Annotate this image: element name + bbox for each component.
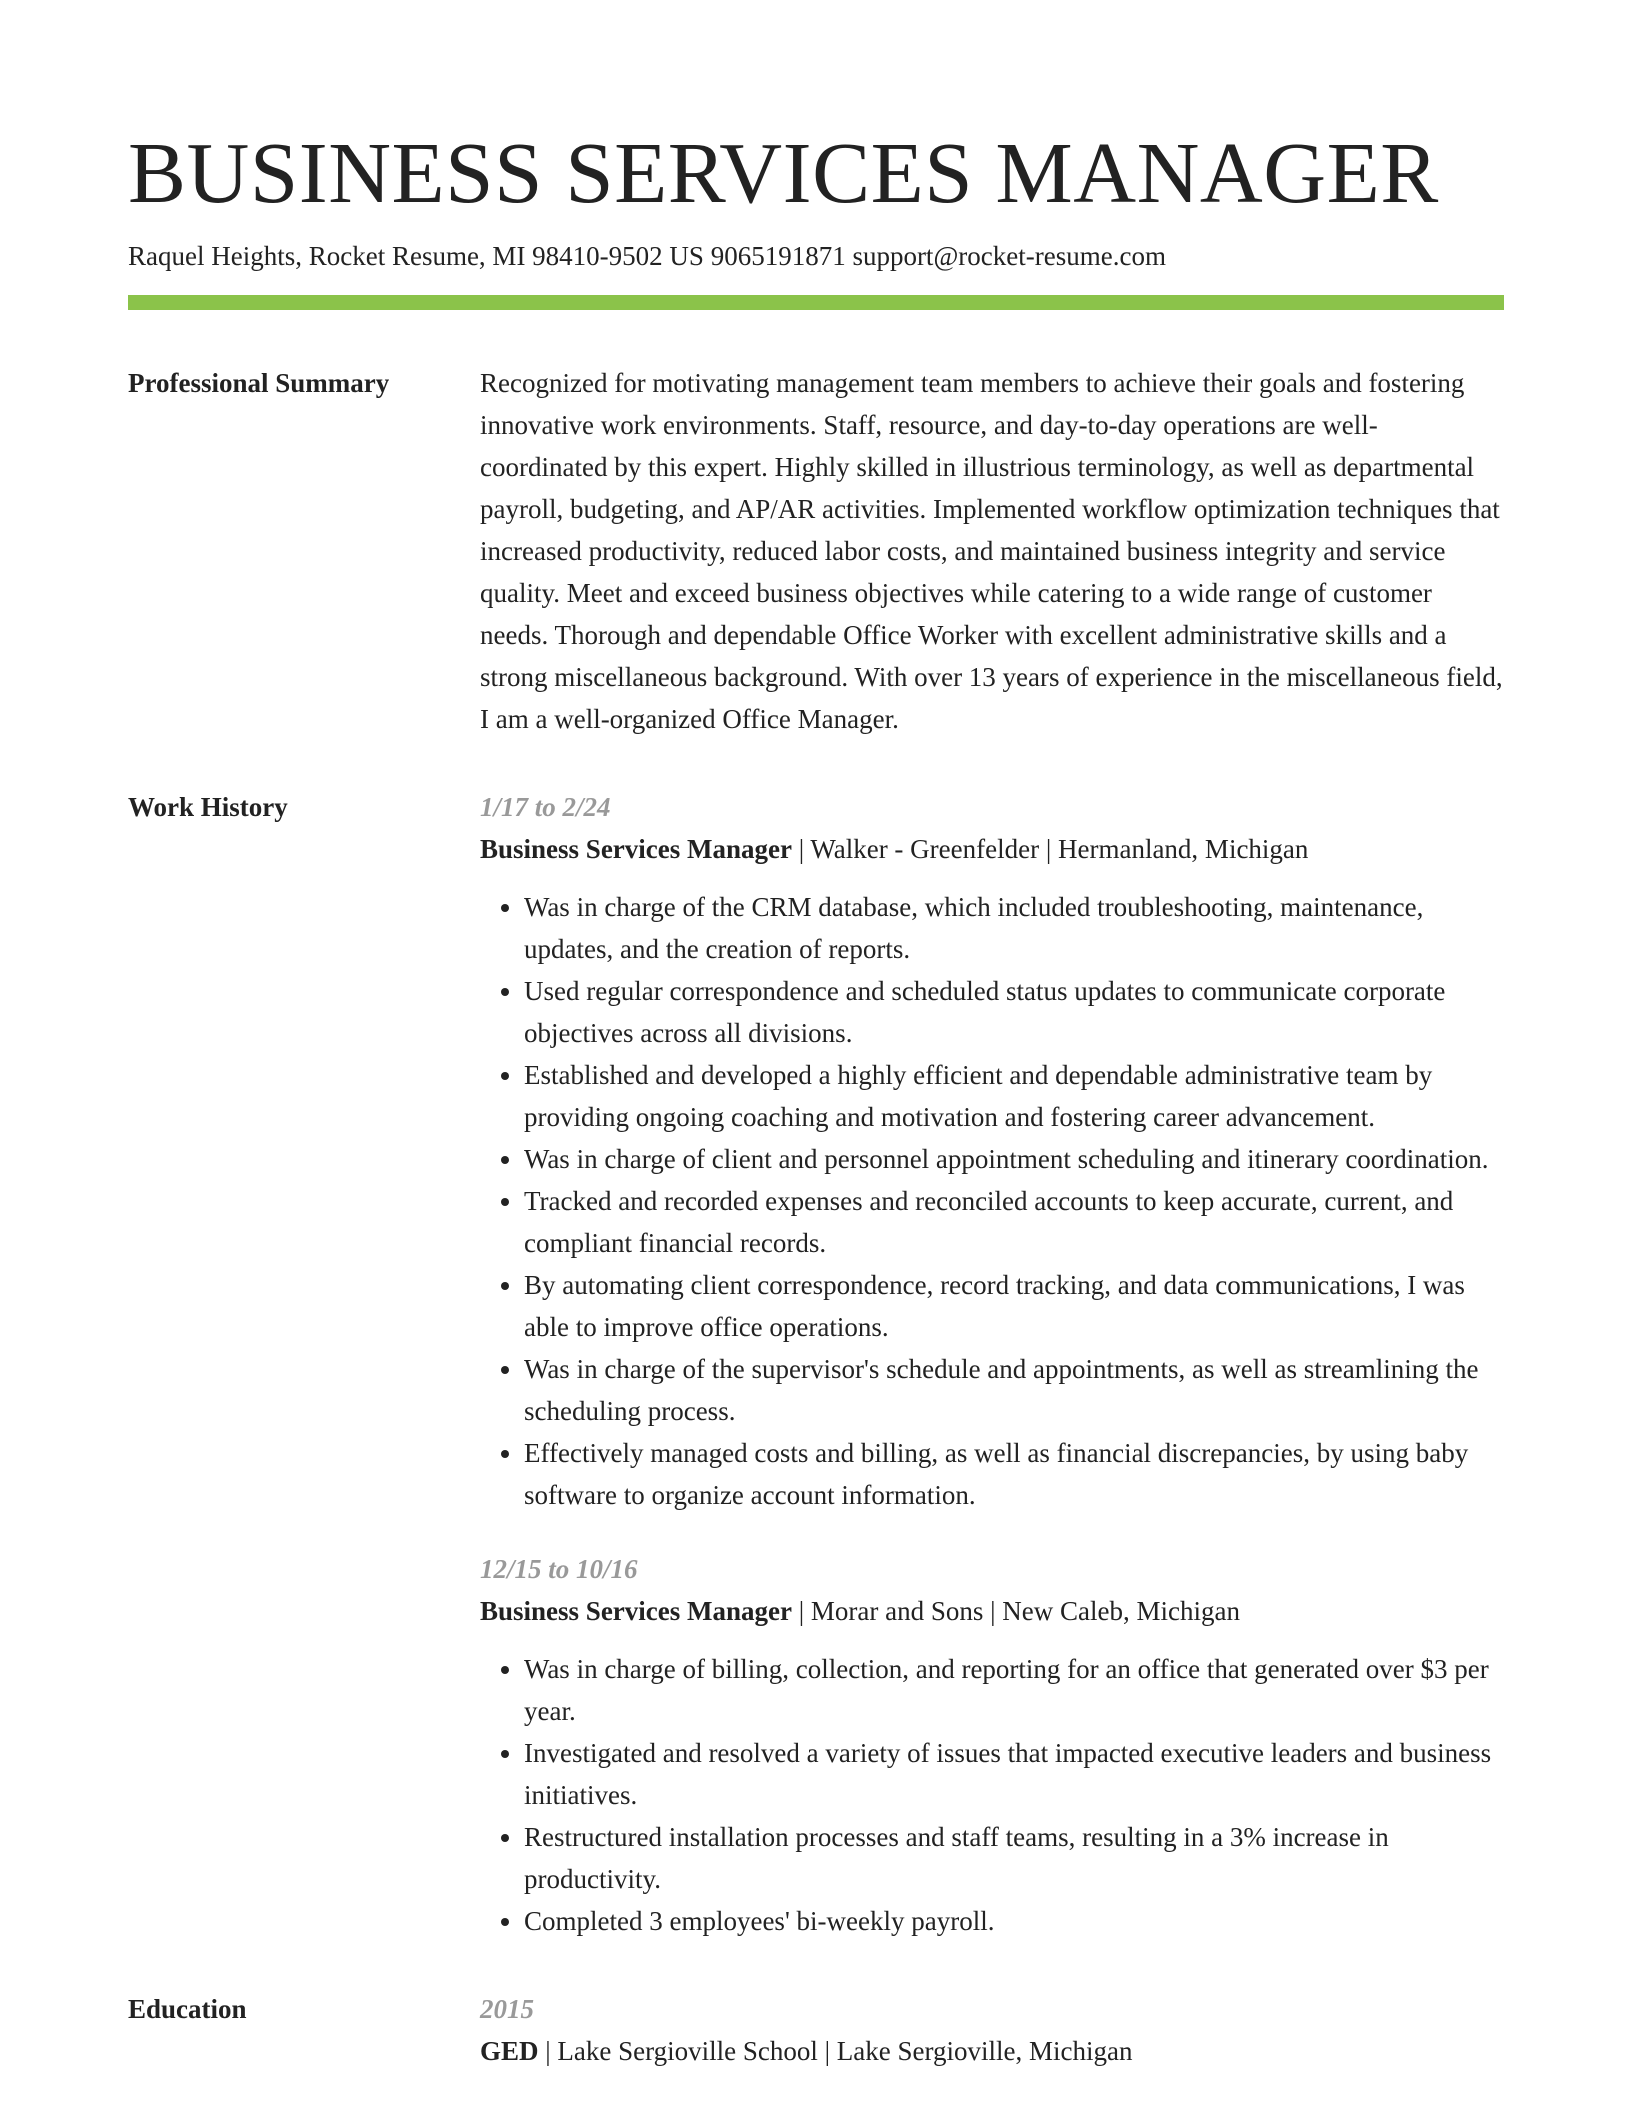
job-role: Business Services Manager <box>480 834 792 864</box>
list-item: • Completed 3 employees' bi-weekly payroll. <box>524 1900 1504 1942</box>
job-dates: 12/15 to 10/16 <box>480 1554 638 1584</box>
job-details: | Walker - Greenfelder | Hermanland, Michigan <box>791 834 1309 864</box>
list-item: • Was in charge of billing, collection, and reporting for an office that generated over $3 per year. <box>524 1648 1504 1732</box>
section-label-work-history: Work History <box>128 792 288 822</box>
education-line <box>480 2030 1504 2072</box>
education-degree: GED <box>480 2036 539 2066</box>
list-item: • Restructured installation processes and staff teams, resulting in a 3% increase in productivity. <box>524 1816 1504 1900</box>
job-entry <box>480 786 1504 1516</box>
job-entry <box>480 1548 1504 1942</box>
education-body <box>480 1988 1504 2072</box>
accent-divider <box>128 295 1504 310</box>
resume-title: BUSINESS SERVICES MANAGER <box>128 124 1439 221</box>
list-item: • Effectively managed costs and billing, as well as financial discrepancies, by using baby software to organize account information. <box>524 1432 1504 1516</box>
job-details: | Morar and Sons | New Caleb, Michigan <box>791 1596 1240 1626</box>
list-item: • Investigated and resolved a variety of issues that impacted executive leaders and business initiatives. <box>524 1732 1504 1816</box>
education-section <box>128 1988 1504 2072</box>
resume-page <box>128 118 1504 2072</box>
work-history-section <box>128 786 1504 1942</box>
education-details: | Lake Sergioville School | Lake Sergioville, Michigan <box>538 2036 1133 2066</box>
professional-summary-section <box>128 362 1504 740</box>
list-item: • Used regular correspondence and scheduled status updates to communicate corporate objectives across all divisions. <box>524 970 1504 1054</box>
section-label-professional-summary: Professional Summary <box>128 368 390 398</box>
list-item: • Tracked and recorded expenses and reconciled accounts to keep accurate, current, and compliant financial records. <box>524 1180 1504 1264</box>
summary-body <box>480 362 1504 740</box>
education-dates: 2015 <box>480 1994 534 2024</box>
list-item: • Was in charge of the supervisor's schedule and appointments, as well as streamlining the scheduling process. <box>524 1348 1504 1432</box>
job-bullet-list <box>480 1648 1504 1942</box>
work-history-body <box>480 786 1504 1942</box>
list-item: • Was in charge of client and personnel appointment scheduling and itinerary coordination. <box>524 1138 1504 1180</box>
contact-info: Raquel Heights, Rocket Resume, MI 98410-9502 US 9065191871 support@rocket-resume.com <box>128 241 1166 271</box>
list-item: • By automating client correspondence, record tracking, and data communications, I was able to improve office operations. <box>524 1264 1504 1348</box>
section-label-education: Education <box>128 1994 247 2024</box>
list-item: • Established and developed a highly efficient and dependable administrative team by providing ongoing coaching and motivation and fostering career advancement. <box>524 1054 1504 1138</box>
summary-text: Recognized for motivating management team members to achieve their goals and fostering innovative work environments. Staff, resource, and day-to-day operations are well-coordinated by this expert. Highly skilled in illustrious terminology, as well as departmental payroll, budgeting, and AP/AR activities. Implemented workflow optimization techniques that increased productivity, reduced labor costs, and maintained business integrity and service quality. Meet and exceed business objectives while catering to a wide range of customer needs. Thorough and dependable Office Worker with excellent administrative skills and a strong miscellaneous background. With over 13 years of experience in the miscellaneous field, I am a well-organized Office Manager. <box>480 368 1503 734</box>
job-role: Business Services Manager <box>480 1596 792 1626</box>
job-dates: 1/17 to 2/24 <box>480 792 611 822</box>
job-title-line <box>480 1590 1504 1632</box>
job-bullet-list <box>480 886 1504 1516</box>
list-item: • Was in charge of the CRM database, which included troubleshooting, maintenance, updates, and the creation of reports. <box>524 886 1504 970</box>
job-title-line <box>480 828 1504 870</box>
